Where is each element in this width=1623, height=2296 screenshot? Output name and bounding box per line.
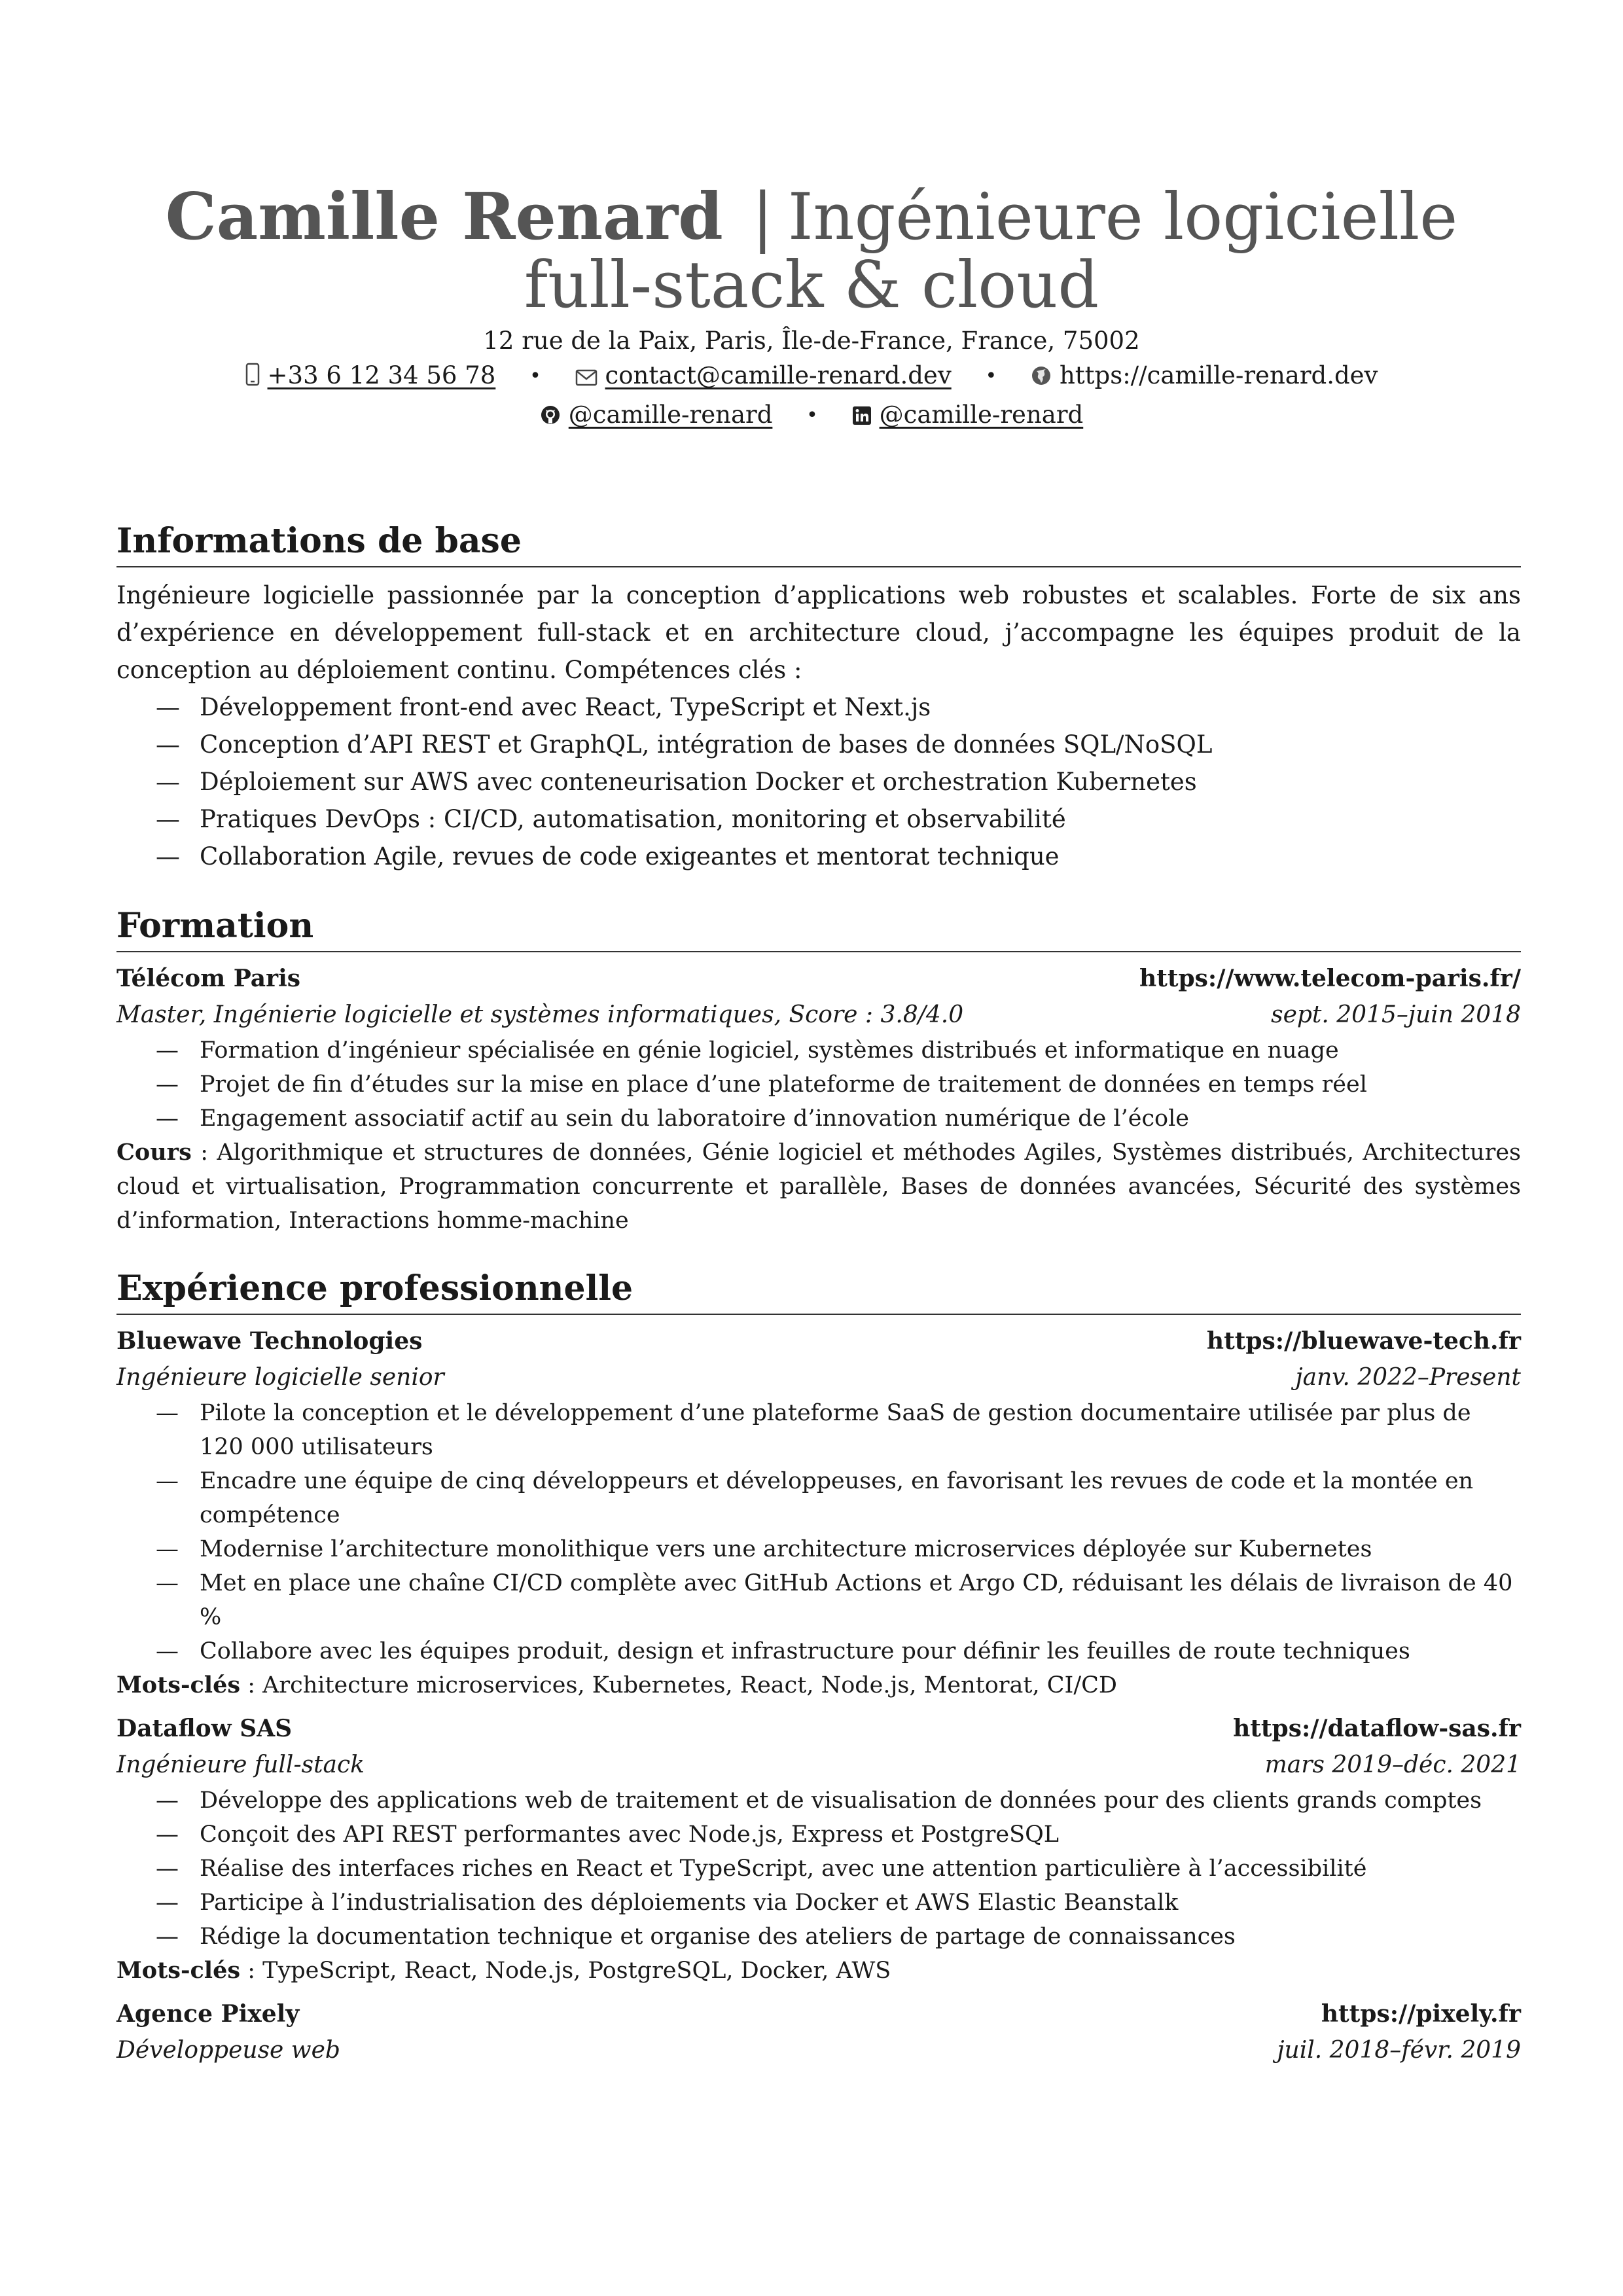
linkedin-icon [852,399,872,436]
phone-icon [245,360,260,397]
website-contact[interactable] [1031,357,1378,397]
list-item: — Pratiques DevOps : CI/CD, automatisation, monitoring et observabilité [116,800,1521,838]
courses-text: : Algorithmique et structures de données, Génie logiciel et méthodes Agiles, Systèmes distribués, Architectures cloud et virtualisation, Programmation concurrente et parallèle, Bases de données avancées, Sécurité des systèmes d’information, Interactions homme-machine [116,1139,1521,1234]
section-title-education: Formation [116,905,1521,952]
list-item: — Conçoit des API REST performantes avec Node.js, Express et PostgreSQL [116,1818,1521,1852]
list-item: — Développement front-end avec React, TypeScript et Next.js [116,689,1521,726]
title-separator: | [751,180,774,255]
keywords-text: : Architecture microservices, Kubernetes, React, Node.js, Mentorat, CI/CD [240,1672,1117,1698]
list-item: — Collabore avec les équipes produit, design et infrastructure pour définir les feuilles de route techniques [116,1634,1521,1668]
summary-paragraph: Ingénieure logicielle passionnée par la conception d’applications web robustes et scalables. Forte de six ans d’expérience en développement full-stack et en architecture cloud, j’accompagne les équipes produit de la conception au déploiement continu. Compétences clés : [116,581,1521,684]
section-title-summary: Informations de base [116,520,1521,567]
job-achievements-list [116,1784,1521,1954]
resume-header [0,179,1623,436]
keywords-label: Mots-clés [116,1672,241,1698]
job-role: Développeuse web [116,2037,340,2064]
company-name: Agence Pixely [116,2000,300,2028]
job-dates: janv. 2022–Present [1295,1364,1521,1391]
github-icon [540,399,561,436]
envelope-icon [575,360,597,397]
list-item: — Déploiement sur AWS avec conteneurisation Docker et orchestration Kubernetes [116,763,1521,800]
list-item: — Collaboration Agile, revues de code exigeantes et mentorat technique [116,838,1521,875]
job-keywords [116,1954,1521,1988]
courses [116,1136,1521,1238]
summary-skills-list [116,689,1521,875]
school-name: Télécom Paris [116,965,301,992]
list-item: — Formation d’ingénieur spécialisée en génie logiciel, systèmes distribués et informatique en nuage [116,1033,1521,1067]
address: 12 rue de la Paix, Paris, Île-de-France, France, 75002 [483,327,1140,355]
job-title-line1: Ingénieure logicielle [787,180,1458,255]
list-item: — Projet de fin d’études sur la mise en place d’une plateforme de traitement de données en temps réel [116,1067,1521,1102]
list-item: — Engagement associatif actif au sein du laboratoire d’innovation numérique de l’école [116,1102,1521,1136]
company-url[interactable]: https://bluewave-tech.fr [1206,1327,1521,1355]
name-title-line [0,179,1623,255]
list-item: — Modernise l’architecture monolithique vers une architecture microservices déployée sur Kubernetes [116,1532,1521,1566]
school-url[interactable]: https://www.telecom-paris.fr/ [1139,965,1521,992]
courses-label: Cours [116,1139,192,1166]
degree: Master, Ingénierie logicielle et systèmes informatiques, Score : 3.8/4.0 [116,1001,964,1028]
contact-separator: • [985,365,997,387]
website-link[interactable]: https://camille-renard.dev [1059,361,1378,389]
job-entry-dataflow [116,1710,1521,1988]
job-entry-pixely [116,1996,1521,2069]
linkedin-link[interactable]: @camille-renard [879,401,1084,429]
job-keywords [116,1668,1521,1702]
linkedin-contact[interactable] [852,397,1084,436]
company-name: Dataflow SAS [116,1715,293,1742]
education-list [116,1033,1521,1136]
contact-row-2 [0,397,1623,436]
contact-separator: • [806,404,818,427]
email-contact[interactable] [575,357,952,397]
education-entry [116,960,1521,1238]
list-item: — Rédige la documentation technique et organise des ateliers de partage de connaissances [116,1920,1521,1954]
job-title-line2: full-stack & cloud [524,248,1099,323]
list-item: — Développe des applications web de traitement et de visualisation de données pour des clients grands comptes [116,1784,1521,1818]
company-url[interactable]: https://dataflow-sas.fr [1233,1715,1521,1742]
github-contact[interactable] [540,397,773,436]
phone-link[interactable]: +33 6 12 34 56 78 [267,361,496,389]
job-entry-bluewave [116,1323,1521,1702]
list-item: — Encadre une équipe de cinq développeurs et développeuses, en favorisant les revues de code et la montée en compétence [116,1464,1521,1532]
list-item: — Réalise des interfaces riches en React et TypeScript, avec une attention particulière à l’accessibilité [116,1852,1521,1886]
company-name: Bluewave Technologies [116,1327,423,1355]
email-link[interactable]: contact@camille-renard.dev [605,361,952,389]
resume-body [116,520,1521,2069]
job-dates: mars 2019–déc. 2021 [1264,1751,1521,1778]
contact-separator: • [529,365,541,387]
keywords-text: : TypeScript, React, Node.js, PostgreSQL, Docker, AWS [240,1958,891,1984]
company-url[interactable]: https://pixely.fr [1321,2000,1521,2028]
education-dates: sept. 2015–juin 2018 [1271,1001,1521,1028]
job-role: Ingénieure full-stack [116,1751,365,1778]
list-item: — Participe à l’industrialisation des déploiements via Docker et AWS Elastic Beanstalk [116,1886,1521,1920]
job-role: Ingénieure logicielle senior [116,1364,444,1391]
list-item: — Met en place une chaîne CI/CD complète avec GitHub Actions et Argo CD, réduisant les délais de livraison de 40 % [116,1566,1521,1634]
list-item: — Pilote la conception et le développement d’une plateforme SaaS de gestion documentaire utilisée par plus de 120 000 utilisateurs [116,1396,1521,1464]
github-link[interactable]: @camille-renard [568,401,773,429]
job-dates: juil. 2018–févr. 2019 [1277,2037,1521,2064]
phone-contact[interactable] [245,357,496,397]
globe-icon [1031,360,1052,397]
keywords-label: Mots-clés [116,1957,241,1984]
job-achievements-list [116,1396,1521,1668]
list-item: — Conception d’API REST et GraphQL, intégration de bases de données SQL/NoSQL [116,726,1521,763]
contact-row-1 [0,357,1623,397]
section-title-experience: Expérience professionnelle [116,1268,1521,1315]
full-name: Camille Renard [165,179,723,255]
